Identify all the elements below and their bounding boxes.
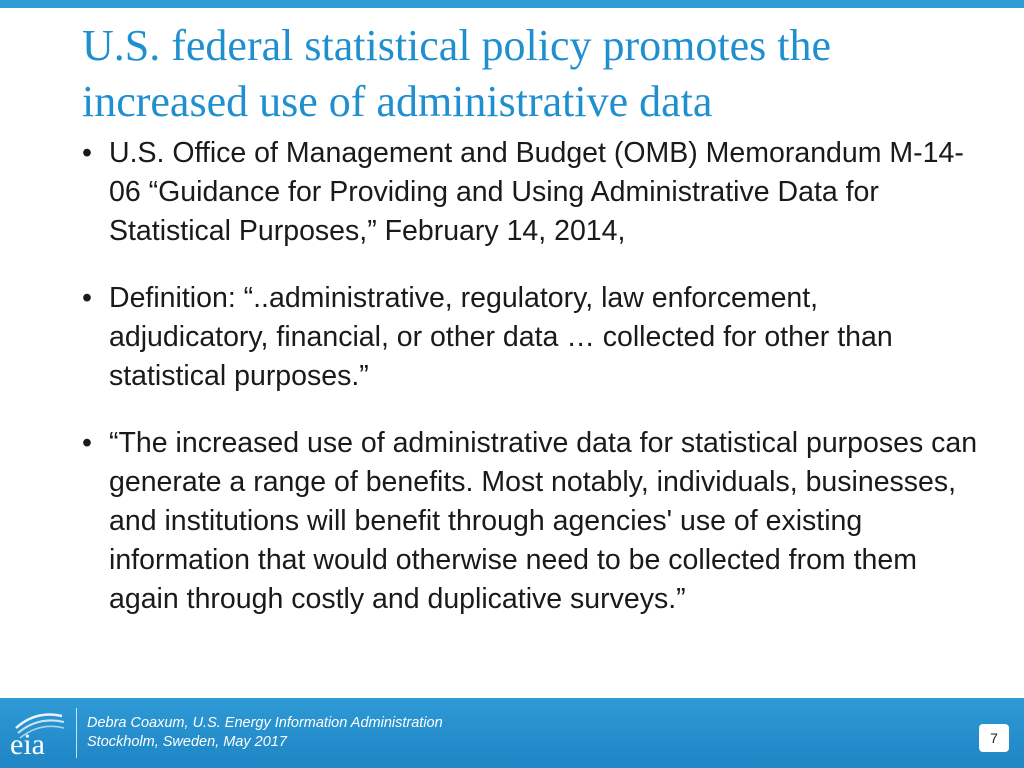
bullet-item-benefits-quote — [82, 424, 982, 619]
bullet-item-omb-memo — [82, 134, 982, 251]
location-date: Stockholm, Sweden, May 2017 — [87, 734, 287, 750]
footer-divider — [76, 708, 77, 758]
slide-title-line-1: U.S. federal statistical policy promotes the — [82, 21, 832, 70]
bullet-text: U.S. Office of Management and Budget (OMB) Memorandum M-14-06 “Guidance for Providing and Using Administrative Data for Statistical Purposes,” February 14, 2014, — [109, 137, 964, 247]
top-accent-bar — [0, 0, 1024, 8]
bullet-text: “The increased use of administrative data for statistical purposes can generate a range of benefits. Most notably, individuals, businesses, and institutions will benefit through agencies' use of existing information that would otherwise need to be collected from them again through costly and duplicative surveys.” — [109, 427, 978, 615]
slide-title-line-2: increased use of administrative data — [82, 77, 713, 126]
footer-credits — [87, 714, 443, 752]
page-number: 7 — [979, 724, 1009, 752]
slide-title — [82, 18, 1002, 130]
presenter-name: Debra Coaxum, U.S. Energy Information Administration — [87, 715, 443, 731]
bullet-item-definition — [82, 279, 982, 396]
bullet-icon: • — [82, 282, 92, 314]
bullet-list — [82, 134, 982, 619]
bullet-text: Definition: “..administrative, regulatory, law enforcement, adjudicatory, financial, or other data … collected for other than statistical purposes.” — [109, 282, 893, 392]
logo-text: eia — [10, 728, 45, 761]
eia-logo-icon — [6, 704, 70, 762]
footer-bar — [0, 698, 1024, 768]
bullet-icon: • — [82, 427, 92, 459]
bullet-icon: • — [82, 137, 92, 169]
